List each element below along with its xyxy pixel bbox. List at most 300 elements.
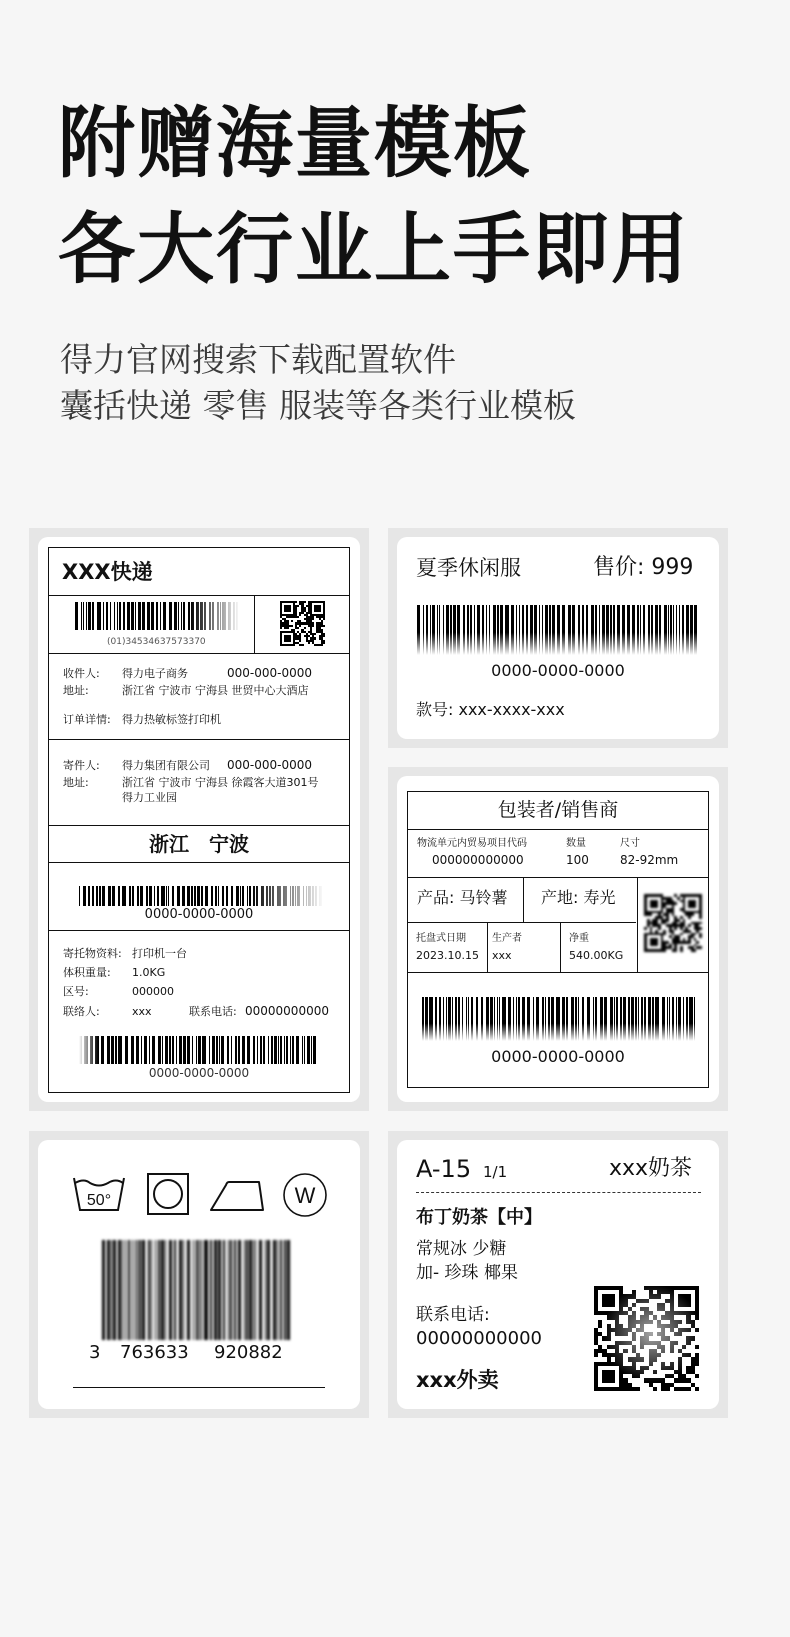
barcode-bar [578,605,580,655]
barcode-bar [439,997,441,1041]
barcode-bar [111,1036,114,1064]
barcode-bar [165,1036,168,1064]
barcode-bar [138,602,141,630]
barcode-bar [426,605,428,655]
barcode-bar [244,1240,245,1340]
contact-value: xxx [132,1005,152,1018]
barcode-bar [694,605,697,655]
barcode-bar [482,605,484,655]
recipient-address-label: 地址: [63,684,89,697]
barcode-bar [122,1240,123,1340]
barcode-bar [231,886,233,906]
barcode-bar [99,886,101,906]
barcode-bar [214,1240,217,1340]
barcode-bar [467,605,469,655]
barcode-bar [686,997,688,1041]
barcode-bar [610,605,612,655]
barcode-bar [683,997,684,1041]
barcode-bar [132,886,134,906]
barcode-bar [83,886,86,906]
barcode-bar [168,886,169,906]
barcode-bar [290,886,291,906]
barcode-bar [79,886,80,906]
barcode-digits-2: 763633 [120,1342,189,1363]
shipment-barcode [79,886,324,906]
barcode-bar [182,886,185,906]
barcode-bar [187,1240,190,1340]
barcode-bar [267,1240,270,1340]
contact-label: 联络人: [63,1005,100,1018]
origin-field: 产地: 寿光 [541,888,616,907]
barcode-bar [196,602,199,630]
barcode-bar [107,1036,110,1064]
product-name: 夏季休闲服 [416,556,521,580]
barcode-bar [222,886,224,906]
barcode-bar [522,605,524,655]
barcode-bar [627,605,630,655]
shop-name: xxx奶茶 [609,1156,693,1181]
barcode-bar [253,886,255,906]
barcode-bar [123,602,125,630]
barcode-bar [165,1240,166,1340]
barcode-bar [79,1036,82,1064]
item-label: 寄托物资料: [63,947,122,960]
barcode-bar [527,997,530,1041]
footer-barcode-number: 0000-0000-0000 [148,1066,250,1080]
barcode-bar [242,886,244,906]
barcode-bar [137,1240,138,1340]
barcode-bar [210,1240,212,1340]
zone-value: 000000 [132,985,174,998]
net-weight-label: 净重 [569,933,589,944]
barcode-bar [290,1036,291,1064]
barcode-bar [149,886,152,906]
barcode-bar [261,886,264,906]
barcode-bar [513,997,514,1041]
barcode-bar [146,886,148,906]
barcode-bar [169,602,172,630]
barcode-bar [678,997,681,1041]
barcode-bar [466,997,467,1041]
barcode-bar [223,1240,225,1340]
barcode-bar [568,605,571,655]
barcode-bar [526,605,528,655]
barcode-bar [453,605,456,655]
barcode-bar [292,886,294,906]
barcode-bar [672,997,674,1041]
barcode-bar [536,997,539,1041]
barcode-bar [664,605,667,655]
barcode-bar [249,886,251,906]
destination: 浙江 宁波 [149,832,249,856]
sender-address-line2: 得力工业园 [122,791,177,804]
barcode-bar [183,602,185,630]
barcode-bar [694,997,695,1041]
barcode-bar [149,1036,150,1064]
phone-label: 联系电话: [189,1005,237,1018]
price-tag-card [397,537,719,739]
price-barcode [417,605,700,655]
barcode-bar [417,605,420,655]
barcode-bar [429,997,433,1041]
barcode-bar [140,886,143,906]
barcode-bar [154,886,155,906]
barcode-bar [90,1036,93,1064]
logistics-panel [388,767,728,1111]
date-label: 托盘式日期 [416,933,466,944]
express-card [38,537,360,1102]
sender-address-line1: 浙江省 宁波市 宁海县 徐霞客大道301号 [122,776,319,789]
barcode-bar [136,1036,139,1064]
barcode-bar [655,997,659,1041]
barcode-bar [115,1036,117,1064]
barcode-bar [277,1240,278,1340]
barcode-bar [437,605,438,655]
barcode-bar [617,605,620,655]
barcode-bar [240,886,241,906]
wet-clean-icon [282,1172,328,1218]
barcode-bar [637,605,639,655]
barcode-bar [201,886,203,906]
barcode-bar [260,1036,262,1064]
barcode-bar [106,602,108,630]
barcode-bar [635,997,637,1041]
barcode-bar [238,1036,240,1064]
barcode-bar [174,1240,176,1340]
headline-line1: 附赠海量模板 [58,100,532,189]
barcode-bar [462,997,463,1041]
barcode-bar [220,602,221,630]
barcode-bar [148,1240,150,1340]
barcode-bar [135,602,136,630]
barcode-bar [667,997,668,1041]
tea-option-2: 加- 珍珠 椰果 [416,1263,518,1283]
barcode-bar [648,997,651,1041]
barcode-bar [452,997,453,1041]
barcode-bar [142,1240,145,1340]
barcode-bar [125,1036,128,1064]
barcode-bar [81,602,82,630]
barcode-bar [450,605,452,655]
barcode-bar [160,602,161,630]
barcode-bar [443,605,444,655]
barcode-bar [247,1036,250,1064]
barcode-bar [212,1036,215,1064]
barcode-bar [448,997,451,1041]
barcode-bar [218,886,219,906]
barcode-bar [572,605,575,655]
barcode-bar [423,605,424,655]
dashed-divider [416,1192,701,1193]
barcode-bar [161,886,165,906]
barcode-bar [562,997,565,1041]
barcode-bar [259,1240,262,1340]
order-number: A-15 [416,1155,472,1183]
barcode-bar [119,602,121,630]
barcode-bar [218,1240,221,1340]
barcode-bar [519,605,520,655]
barcode-bar [562,605,565,655]
barcode-bar [92,602,94,630]
product-field: 产品: 马铃薯 [417,888,508,907]
barcode-bar [297,886,300,906]
contact-phone-label: 联系电话: [416,1305,490,1325]
barcode-bar [181,602,182,630]
barcode-bar [622,605,625,655]
barcode-bar [689,997,693,1041]
barcode-bar [83,602,84,630]
barcode-bar [204,602,206,630]
barcode-bar [162,1036,163,1064]
barcode-bar [169,1036,171,1064]
barcode-bar [221,1036,224,1064]
barcode-bar [280,1240,282,1340]
barcode-bar [199,1240,200,1340]
barcode-bar [638,997,639,1041]
barcode-bar [604,997,607,1041]
barcode-bar [227,1036,229,1064]
barcode-bar [102,886,105,906]
barcode-bar [593,997,594,1041]
barcode-bar [476,997,478,1041]
barcode-bar [156,602,158,630]
barcode-bar [231,1036,232,1064]
barcode-bar [280,1036,282,1064]
barcode-bar [277,886,281,906]
wash-temperature: 50° [86,1192,112,1209]
express-panel [29,528,369,1111]
barcode-bar [113,1240,116,1340]
item-value: 打印机一台 [132,947,187,960]
recipient-label: 收件人: [63,667,100,680]
producer-value: xxx [492,949,512,962]
barcode-bar [192,1036,193,1064]
barcode-bar [269,886,271,906]
tea-option-1: 常规冰 少糖 [416,1239,507,1259]
barcode-bar [196,1036,197,1064]
barcode-bar [686,605,689,655]
sender-phone: 000-000-0000 [227,758,313,772]
barcode-bar [311,1036,312,1064]
barcode-bar [292,1036,294,1064]
care-barcode [102,1240,294,1340]
barcode-bar [606,605,609,655]
order-label: 订单详情: [63,713,111,726]
barcode-bar [508,997,511,1041]
barcode-bar [172,886,174,906]
barcode-bar [139,1240,141,1340]
barcode-bar [497,997,498,1041]
barcode-bar [191,886,193,906]
barcode-bar [463,605,465,655]
barcode-bar [202,1036,206,1064]
barcode-bar [682,605,684,655]
barcode-bar [249,1240,252,1340]
barcode-bar [178,602,179,630]
barcode-bar [545,605,548,655]
care-label-card [38,1140,360,1409]
barcode-bar [272,886,274,906]
barcode-bar [490,997,493,1041]
barcode-bar [446,997,447,1041]
barcode-bar [101,1036,104,1064]
barcode-bar [144,1036,147,1064]
barcode-bar [147,602,150,630]
trade-code-label: 物流单元内贸易项目代码 [417,838,527,849]
barcode-bar [242,1036,245,1064]
zone-label: 区号: [63,985,89,998]
barcode-bar [640,605,641,655]
trade-code-value: 000000000000 [432,853,524,867]
barcode-bar [166,886,167,906]
tracking-number: (01)34534637573370 [107,637,206,647]
barcode-bar [238,1240,241,1340]
iron-icon [209,1176,265,1216]
product-price: 售价: 999 [593,555,694,580]
size-label: 尺寸 [620,838,640,849]
barcode-bar [96,886,98,906]
barcode-bar [201,1240,202,1340]
barcode-bar [212,602,214,630]
barcode-bar [623,997,626,1041]
barcode-bar [233,602,235,630]
recipient-phone: 000-000-0000 [227,666,313,680]
barcode-bar [235,1036,237,1064]
barcode-bar [435,997,437,1041]
barcode-bar [246,1240,248,1340]
producer-label: 生产者 [492,933,522,944]
barcode-bar [187,1036,190,1064]
sender-address-label: 地址: [63,776,89,789]
barcode-bar [75,602,78,630]
weight-label: 体积重量: [63,966,111,979]
barcode-bar [95,1036,99,1064]
barcode-bar [161,1240,164,1340]
barcode-bar [118,1240,121,1340]
barcode-bar [595,997,597,1041]
barcode-bar [676,605,677,655]
barcode-bar [222,602,226,630]
barcode-bar [502,997,506,1041]
barcode-bar [205,886,208,906]
barcode-bar [614,997,615,1041]
barcode-bar [266,886,268,906]
barcode-bar [228,602,231,630]
barcode-bar [669,997,670,1041]
barcode-bar [542,997,544,1041]
barcode-bar [651,605,653,655]
barcode-bar [690,605,693,655]
barcode-bar [600,997,603,1041]
barcode-bar [179,1240,182,1340]
barcode-bar [155,1240,156,1340]
barcode-bar [539,605,540,655]
barcode-bar [312,886,314,906]
barcode-bar [97,602,101,630]
barcode-bar [211,886,213,906]
barcode-bar [197,886,200,906]
logistics-card [397,776,719,1102]
barcode-bar [511,605,514,655]
barcode-bar [215,886,217,906]
sender-name: 得力集团有限公司 [122,759,210,772]
barcode-bar [187,886,190,906]
wash-50-icon [71,1173,127,1215]
barcode-bar [284,1240,286,1340]
barcode-bar [253,1036,255,1064]
barcode-bar [247,886,248,906]
barcode-bar [118,1036,122,1064]
barcode-bar [652,997,654,1041]
barcode-bar [265,1240,266,1340]
barcode-bar [591,605,594,655]
barcode-bar [315,886,317,906]
barcode-bar [200,602,203,630]
barcode-bar [92,886,94,906]
barcode-bar [191,602,194,630]
barcode-bar [599,605,600,655]
subtitle-line1: 得力官网搜索下载配置软件 [60,340,456,379]
barcode-bar [274,1036,277,1064]
barcode-bar [273,1240,276,1340]
barcode-bar [493,605,496,655]
barcode-digit-1: 3 [86,1343,103,1364]
barcode-bar [295,886,296,906]
barcode-bar [114,602,115,630]
barcode-bar [271,1036,273,1064]
barcode-bar [217,602,219,630]
barcode-bar [676,997,677,1041]
barcode-bar [610,997,613,1041]
barcode-bar [662,997,665,1041]
barcode-bar [643,605,645,655]
headline-line2: 各大行业上手即用 [58,206,690,295]
barcode-bar [296,1036,299,1064]
barcode-bar [236,602,238,630]
barcode-bar [477,605,480,655]
barcode-bar [257,1036,258,1064]
barcode-bar [142,602,145,630]
barcode-bar [118,886,120,906]
date-value: 2023.10.15 [416,949,479,962]
barcode-bar [542,605,543,655]
barcode-bar [194,886,196,906]
barcode-bar [177,886,180,906]
barcode-bar [575,997,577,1041]
barcode-bar [548,997,550,1041]
express-company: XXX快递 [62,560,153,584]
barcode-bar [518,997,520,1041]
barcode-bar [307,1036,310,1064]
barcode-bar [111,1240,112,1340]
barcode-bar [497,605,499,655]
barcode-bar [84,1036,88,1064]
barcode-bar [108,886,111,906]
recipient-address: 浙江省 宁波市 宁海县 世贸中心大酒店 [122,684,309,697]
barcode-bar [425,997,428,1041]
recipient-name: 得力电子商务 [122,667,188,680]
milk-tea-panel [388,1131,728,1418]
barcode-bar [432,605,435,655]
barcode-bar [253,1240,254,1340]
shipment-barcode-number: 0000-0000-0000 [144,907,254,922]
barcode-bar [129,886,131,906]
barcode-bar [571,997,574,1041]
order-count: 1/1 [483,1163,508,1181]
barcode-bar [176,1036,177,1064]
sender-label: 寄件人: [63,759,100,772]
barcode-bar [659,605,661,655]
